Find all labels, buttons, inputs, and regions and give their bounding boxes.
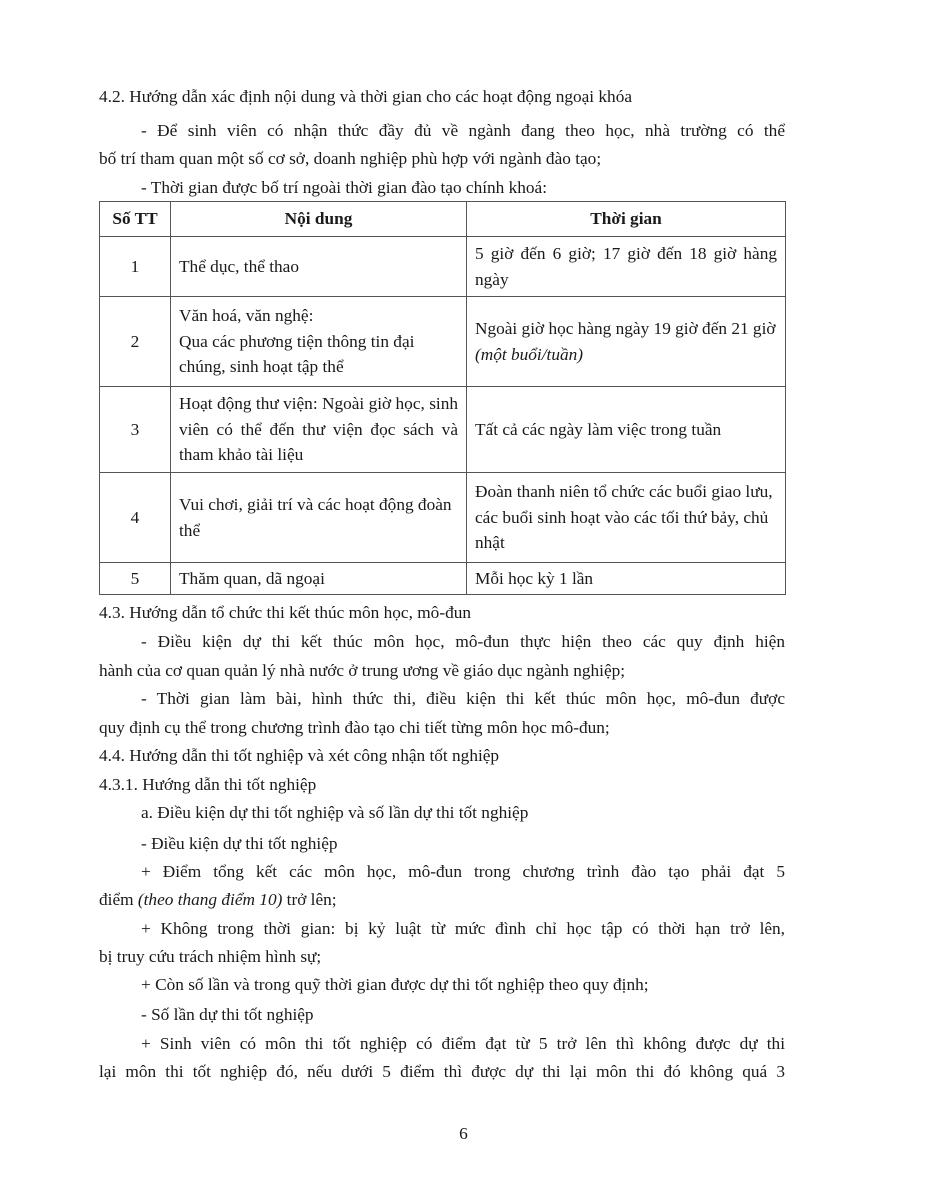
s431-condition-2-line-1: + Không trong thời gian: bị kỷ luật từ mức đình chỉ học tập có thời hạn trở lên, <box>141 919 785 938</box>
header-time: Thời gian <box>467 202 786 237</box>
row-content: Hoạt động thư viện: Ngoài giờ học, sinh viên có thể đến thư viện đọc sách và tham khảo tài liệu <box>171 387 467 473</box>
row-time: Đoàn thanh niên tổ chức các buổi giao lưu, các buổi sinh hoạt vào các tối thứ bảy, chủ nhật <box>467 473 786 563</box>
row-no: 3 <box>100 387 171 473</box>
row-content-line: Văn hoá, văn nghệ: <box>179 306 314 326</box>
table-row <box>100 563 786 595</box>
text: trở lên; <box>282 890 337 909</box>
row-no: 1 <box>100 237 171 297</box>
row-no: 4 <box>100 473 171 563</box>
row-content <box>171 297 467 387</box>
row-time-text: Ngoài giờ học hàng ngày 19 giờ đến 21 giờ <box>475 319 776 338</box>
s43-paragraph-2-line-2: quy định cụ thể trong chương trình đào tạo chi tiết từng môn học mô-đun; <box>99 718 610 737</box>
s42-paragraph-1-line-2: bố trí tham quan một số cơ sở, doanh nghiệp phù hợp với ngành đào tạo; <box>99 149 602 168</box>
text: điểm <box>99 890 138 909</box>
header-no: Số TT <box>100 202 171 237</box>
s431-times-heading: - Số lần dự thi tốt nghiệp <box>141 1005 314 1024</box>
s431-condition-1-line-1: + Điểm tổng kết các môn học, mô-đun trong chương trình đào tạo phải đạt 5 <box>141 862 785 881</box>
table-row <box>100 237 786 297</box>
row-time: Mỗi học kỳ 1 lần <box>467 563 786 595</box>
row-no: 5 <box>100 563 171 595</box>
s43-paragraph-1-line-2: hành của cơ quan quản lý nhà nước ở trung ương về giáo dục ngành nghiệp; <box>99 661 626 680</box>
s42-paragraph-2: - Thời gian được bố trí ngoài thời gian đào tạo chính khoá: <box>141 178 548 197</box>
s431-condition-3: + Còn số lần và trong quỹ thời gian được dự thi tốt nghiệp theo quy định; <box>141 975 649 994</box>
s42-heading: 4.2. Hướng dẫn xác định nội dung và thời gian cho các hoạt động ngoại khóa <box>99 87 633 106</box>
row-time: 5 giờ đến 6 giờ; 17 giờ đến 18 giờ hàng ngày <box>467 237 786 297</box>
table-row <box>100 297 786 387</box>
s431-item-a: a. Điều kiện dự thi tốt nghiệp và số lần dự thi tốt nghiệp <box>141 803 529 822</box>
page-number: 6 <box>459 1124 468 1143</box>
s431-condition-2-line-2: bị truy cứu trách nhiệm hình sự; <box>99 947 322 966</box>
row-content: Vui chơi, giải trí và các hoạt động đoàn thể <box>171 473 467 563</box>
row-content-line: Qua các phương tiện thông tin đại chúng, sinh hoạt tập thể <box>179 331 415 377</box>
s431-times-1-line-2: lại môn thi tốt nghiệp đó, nếu dưới 5 điểm thì được dự thi lại môn thi đó không quá 3 <box>99 1062 785 1081</box>
row-content: Thể dục, thể thao <box>171 237 467 297</box>
italic-note: (theo thang điểm 10) <box>137 890 283 909</box>
table-header-row <box>100 202 786 237</box>
row-time <box>467 297 786 387</box>
s42-paragraph-1-line-1: - Để sinh viên có nhận thức đầy đủ về ngành đang theo học, nhà trường có thể <box>141 121 785 140</box>
row-content: Thăm quan, dã ngoại <box>171 563 467 595</box>
s43-heading: 4.3. Hướng dẫn tổ chức thi kết thúc môn học, mô-đun <box>99 603 471 622</box>
s44-heading: 4.4. Hướng dẫn thi tốt nghiệp và xét công nhận tốt nghiệp <box>99 746 500 765</box>
extracurricular-table <box>99 201 786 595</box>
s431-heading: 4.3.1. Hướng dẫn thi tốt nghiệp <box>99 775 317 794</box>
table-row <box>100 473 786 563</box>
table-row <box>100 387 786 473</box>
header-content: Nội dung <box>171 202 467 237</box>
row-no: 2 <box>100 297 171 387</box>
s43-paragraph-2-line-1: - Thời gian làm bài, hình thức thi, điều kiện thi kết thúc môn học, mô-đun được <box>141 689 785 708</box>
s43-paragraph-1-line-1: - Điều kiện dự thi kết thúc môn học, mô-đun thực hiện theo các quy định hiện <box>141 632 785 651</box>
row-time: Tất cả các ngày làm việc trong tuần <box>467 387 786 473</box>
s431-conditions-heading: - Điều kiện dự thi tốt nghiệp <box>141 834 338 853</box>
row-time-italic: (một buổi/tuần) <box>475 344 583 364</box>
s431-times-1-line-1: + Sinh viên có môn thi tốt nghiệp có điểm đạt từ 5 trở lên thì không được dự thi <box>141 1034 785 1053</box>
s431-condition-1-line-2 <box>99 889 337 911</box>
